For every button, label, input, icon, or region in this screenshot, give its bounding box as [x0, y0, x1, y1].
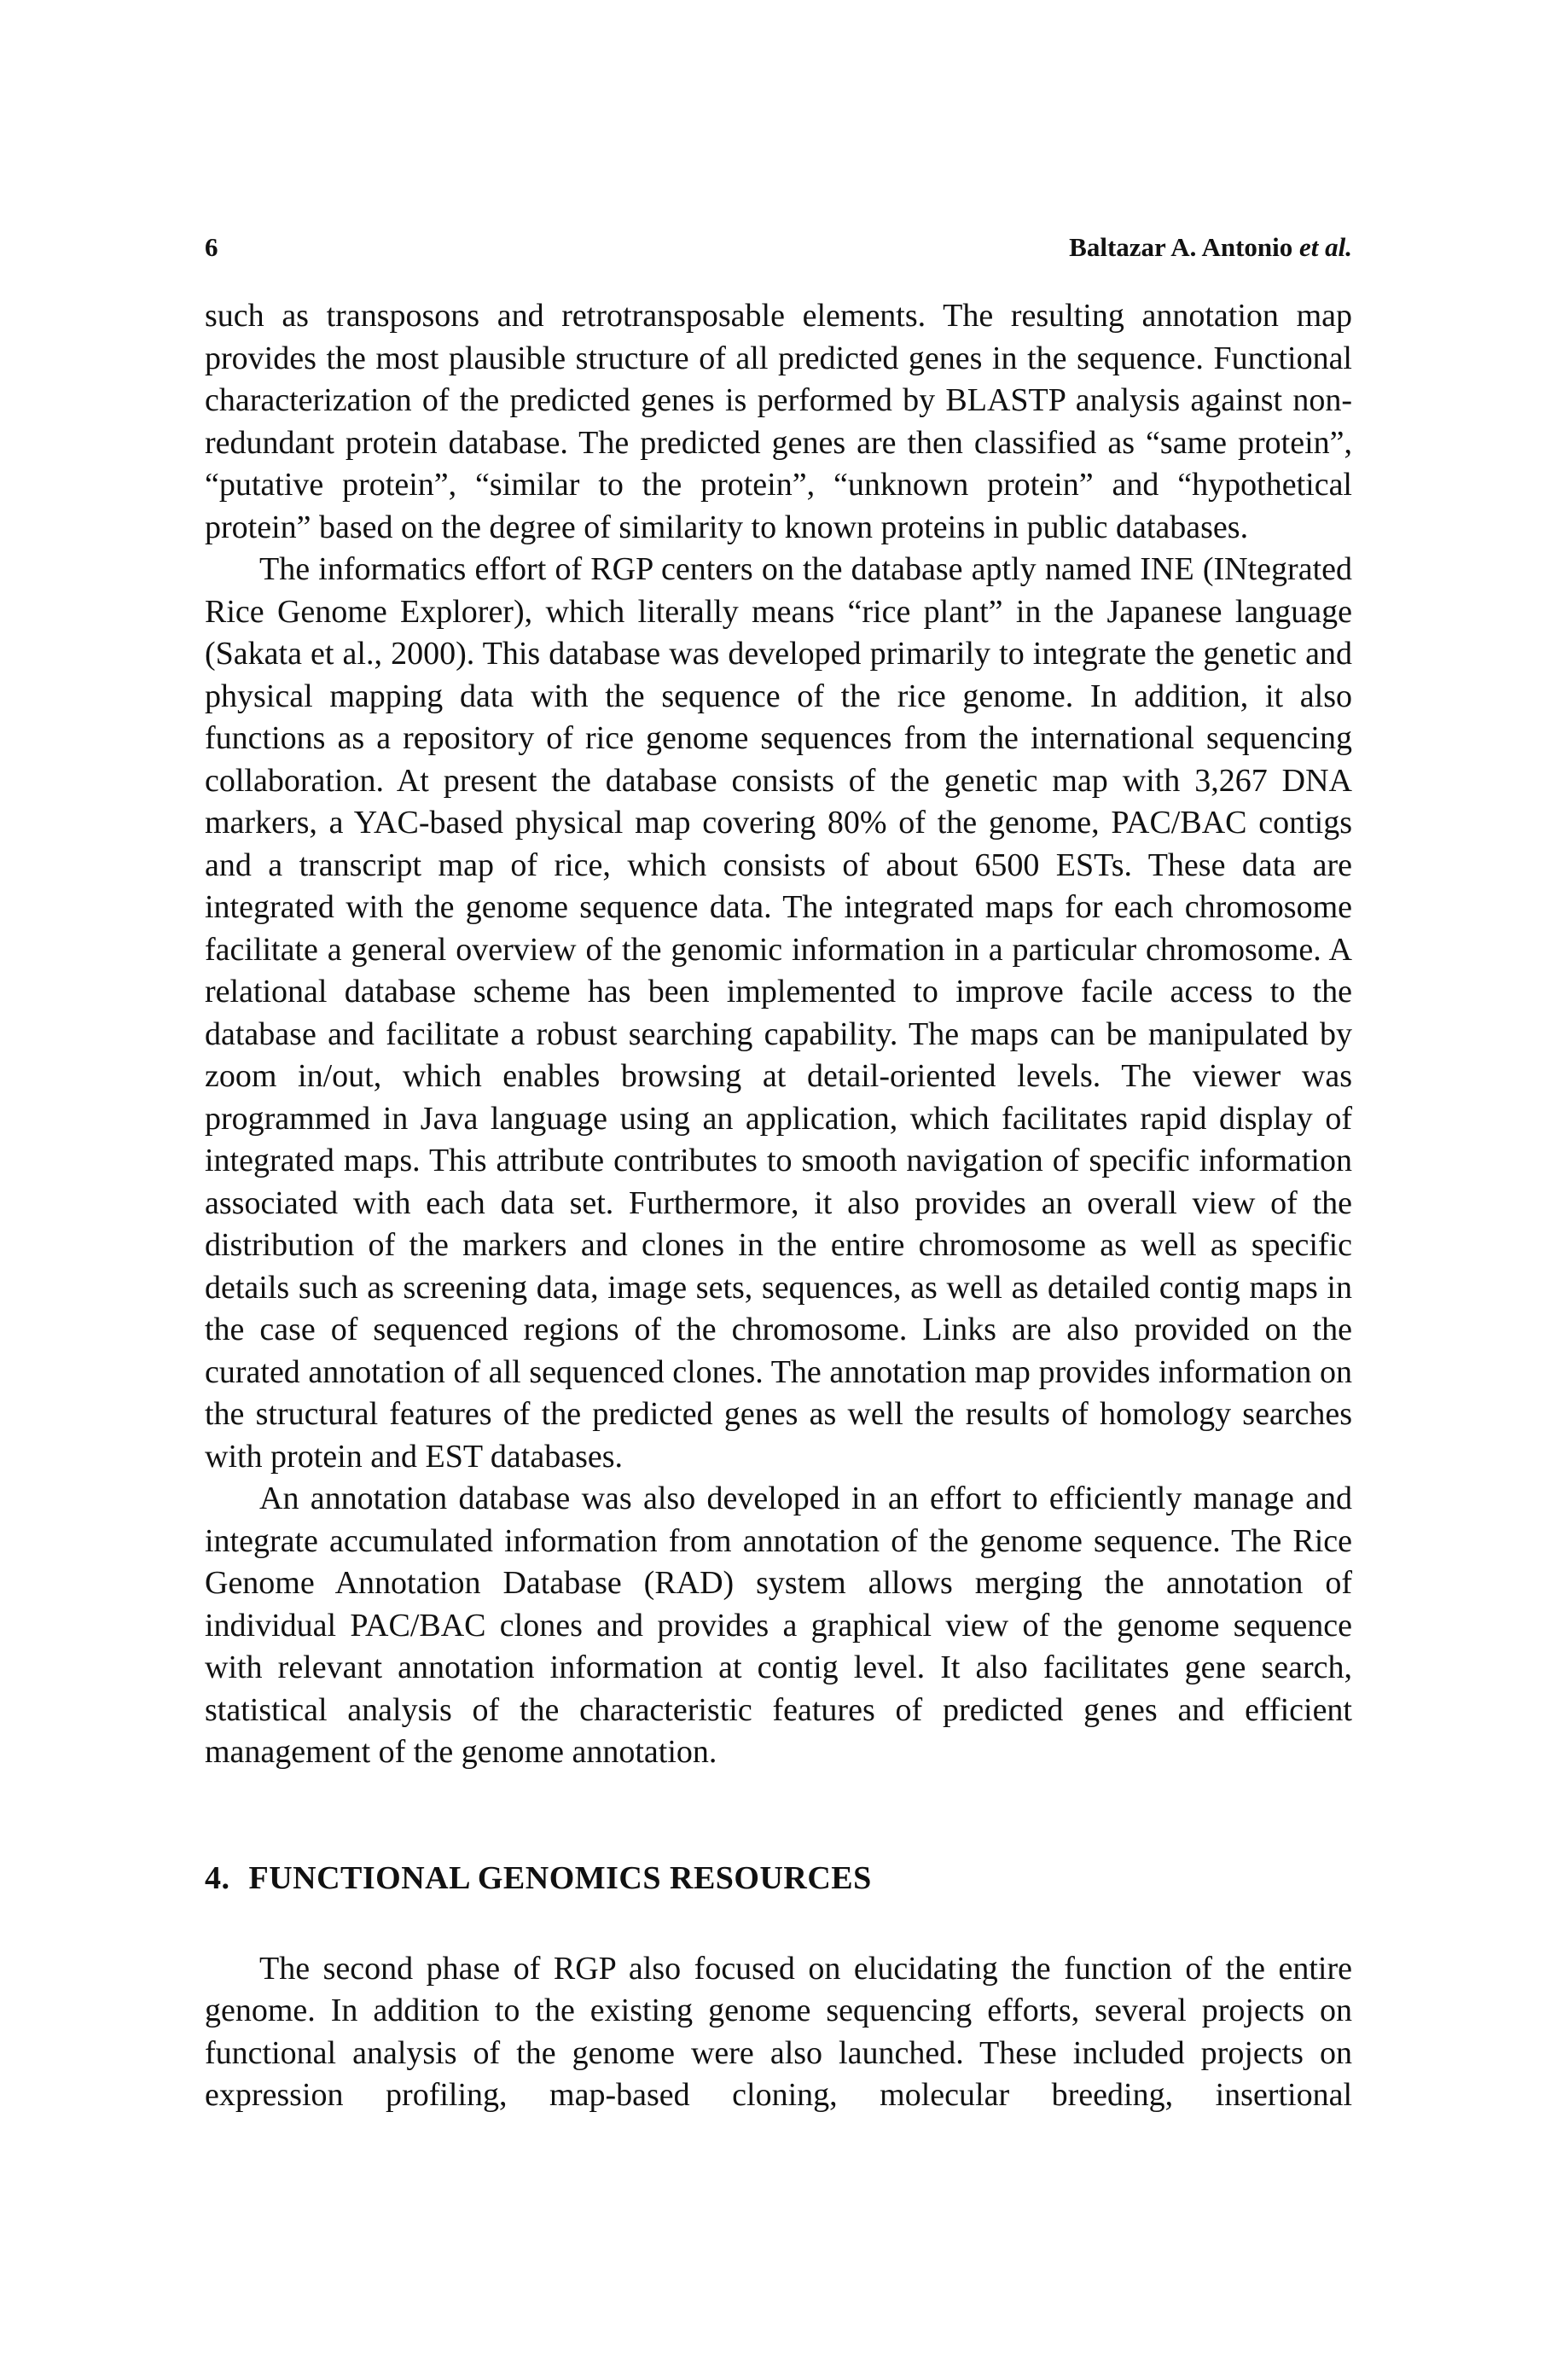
page-number: 6 — [205, 232, 218, 262]
author-name: Baltazar A. Antonio — [1069, 232, 1299, 262]
paragraph-rad-database: An annotation database was also developed in an effort to efficiently manage and integrate accumulated information from annotation of the genome sequence. The Rice Genome Annotation Database (RAD) system allows merging the annotation of individual PAC/BAC clones and provides a graphical view of the genome sequence with relevant annotation information at contig level. It also facilitates gene search, statistical analysis of the characteristic features of predicted genes and efficient management of the genome annotation. — [205, 1481, 1352, 1770]
section-heading — [205, 1859, 1352, 1897]
running-author — [1069, 232, 1352, 263]
author-et-al: et al. — [1299, 232, 1352, 262]
running-head — [205, 232, 1352, 263]
paragraph-functional-genomics: The second phase of RGP also focused on elucidating the function of the entire genome. In addition to the existing genome sequencing efforts, several projects on functional analysis of the genome were also launched. These included projects on expression profiling, map-based cloning, molecular breeding, insertional — [205, 1950, 1352, 2113]
section-title: FUNCTIONAL GENOMICS RESOURCES — [248, 1859, 872, 1896]
paragraph-continued: such as transposons and retrotransposable elements. The resulting annotation map provides the most plausible structure of all predicted genes in the sequence. Functional characterization of the predicted genes is performed by BLASTP analysis against non-redundant protein database. The predicted genes are then classified as “same protein”, “putative protein”, “similar to the protein”, “unknown protein” and “hypothetical protein” based on the degree of similarity to known proteins in public databases. — [205, 298, 1352, 545]
page — [205, 232, 1352, 2117]
section-number: 4. — [205, 1859, 230, 1896]
paragraph-ine-database: The informatics effort of RGP centers on the database aptly named INE (INtegrated Rice Genome Explorer), which literally means “rice plant” in the Japanese language (Sakata et al., 2000). This database was developed primarily to integrate the genetic and physical mapping data with the sequence of the rice genome. In addition, it also functions as a repository of rice genome sequences from the international sequencing collaboration. At present the database consists of the genetic map with 3,267 DNA markers, a YAC-based physical map covering 80% of the genome, PAC/BAC contigs and a transcript map of rice, which consists of about 6500 ESTs. These data are integrated with the genome sequence data. The integrated maps for each chromosome facilitate a general overview of the genomic information in a particular chromosome. A relational database scheme has been implemented to improve facile access to the database and facilitate a robust searching capability. The maps can be manipulated by zoom in/out, which enables browsing at detail-oriented levels. The viewer was programmed in Java language using an application, which facilitates rapid display of integrated maps. This attribute contributes to smooth navigation of specific information associated with each data set. Furthermore, it also provides an overall view of the distribution of the markers and clones in the entire chromosome as well as specific details such as screening data, image sets, sequences, as well as detailed contig maps in the case of sequenced regions of the chromosome. Links are also provided on the curated annotation of all sequenced clones. The annotation map provides information on the structural features of the predicted genes as well the results of homology searches with protein and EST databases. — [205, 551, 1352, 1475]
